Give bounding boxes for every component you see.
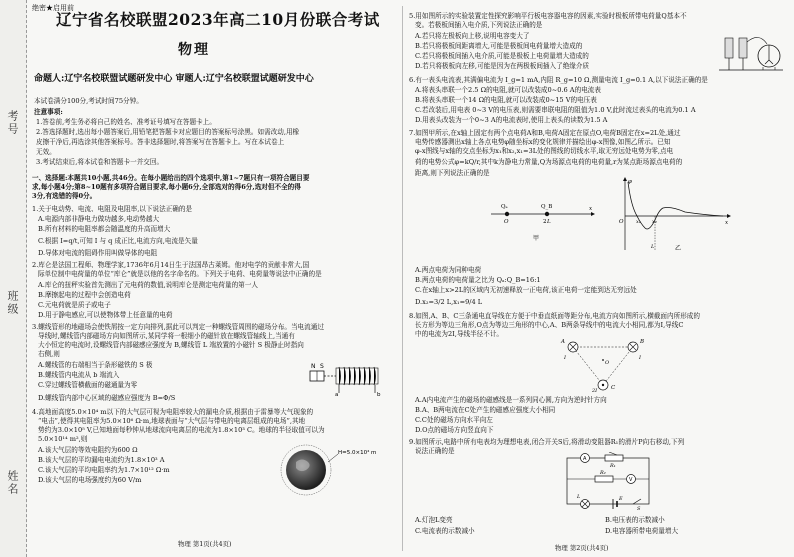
q8-label-b: B [640, 339, 645, 345]
q5-option-a: A.若只将左极板向上移,说明电容变大了 [415, 32, 530, 40]
q9-ammeter-label: A [583, 456, 587, 462]
notes-title: 注意事项: [34, 108, 63, 116]
q7-jia-o: O [504, 219, 509, 225]
q3-solenoid-figure [308, 358, 396, 398]
section-heading: 求,每小题4分;第8~10题有多项符合题目要求,每小题6分,全部选对的得6分,选对但不全的得 [32, 183, 301, 191]
q8-option-c: C.C处的磁场方向水平向左 [415, 416, 493, 424]
q8-option-d: D.O点的磁场方向竖直向下 [415, 426, 494, 434]
q3-option-b: B.螺线管内电流从 b 端流入 [38, 371, 120, 379]
q7-figure-yi [615, 176, 733, 254]
q1-option-c: C.根据 I=q/t,可知 I 与 q 成正比,电流方向,电流是矢量 [38, 237, 198, 245]
q4-stem: 4.高地面高度5.0×10⁴ m以下的大气层可视为电阻率较大的漏电介质,根据由于雷暴等大气现象的 [32, 408, 314, 416]
q7-stem-cont: 荷的电势公式φ=kQ/r,其中k为静电力常量,Q为场源点电荷的电荷量,r为某点距场源点电荷的 [415, 158, 683, 166]
q7-yi-caption: 乙 [675, 245, 682, 252]
q3-stem: 3.螺线管形的地磁场会使铁屑按一定方向排列,据此可以判定一种螺线管周围的磁场分布。当电流通过 [32, 323, 324, 331]
q8-wires-figure [555, 337, 651, 393]
q4-fig-label: H=5.0×10⁴ m [338, 450, 377, 456]
q8-label-c: C [611, 385, 616, 391]
binding-label-class: 班级 [6, 290, 19, 316]
q6-option-c: C.若改装后,用电表 0~3 V的电压表,则需要串联电阻的阻值为1.0 V,此时流过表头的电流为0.1 A [415, 106, 696, 114]
q6-option-b: B.将表头串联一个14 Ω的电阻,就可以改装成0~15 V的电压表 [415, 96, 597, 104]
q8-stem-cont: 中的电流为2I,导线半径不计。 [415, 330, 504, 338]
q8-label-a: A [561, 339, 565, 345]
q2-option-b: B.摩擦起电的过程中会创造电荷 [38, 291, 131, 299]
svg-text:2: 2 [543, 219, 547, 225]
note-line: 2.答选择题时,选出每小题答案后,用铅笔把答题卡对应题目的答案标号涂黑。如需改动,用橡 [36, 128, 300, 136]
q9-stem: 9.如图所示,电路中所有电表均为理想电表,闭合开关S后,将滑动变阻器R₁的滑片P向右移动,下列 [409, 438, 685, 446]
q7-stem-cont: 距离,则下列说法正确的是 [415, 169, 490, 177]
q5-capacitor-figure [715, 30, 787, 72]
q9-option-b: B.电压表的示数减小 [605, 516, 665, 524]
q3-fig-label-a: a [335, 392, 339, 398]
q3-stem-cont: 右侧,则 [38, 350, 60, 358]
page-footer-left: 物理 第1页(共4页) [178, 540, 232, 548]
q5-option-b: B.若只将极板间距离增大,可能是极板间电荷量增大造成的 [415, 42, 583, 50]
q5-stem: 5.用如图所示的实验装置定性探究影响平行板电容器电容的因素,实验时极板所带电荷量Q基本不 [409, 12, 687, 20]
q8-stem: 8.如图,A、B、C三条通电直导线在方便于中垂直纸面等距分布,电流方向如图所示,横截面内所形成的 [409, 312, 700, 320]
note-line: 1.答卷前,考生务必将自己的姓名、准考证号填写在答题卡上。 [36, 118, 216, 126]
q7-option-a: A.两点电荷为同种电荷 [415, 266, 482, 274]
q3-fig-label-n: N [311, 363, 316, 370]
author-line: 命题人:辽宁名校联盟试题研发中心 审题人:辽宁名校联盟试题研发中心 [34, 74, 314, 84]
q3-option-c: C.穿过螺线管横截面的磁通量为零 [38, 381, 138, 389]
q7-jia-qb: Q_B [541, 204, 553, 210]
q1-option-a: A.电源内部非静电力做功越多,电动势越大 [38, 215, 160, 223]
q8-label-i3: 2I [592, 388, 598, 393]
binding-label-name: 姓名 [6, 470, 19, 496]
q7-jia-x: x [589, 206, 593, 212]
note-line: 3.考试结束后,将本试卷和答题卡一并交回。 [36, 158, 164, 166]
q7-yi-l: L [651, 244, 655, 250]
q3-stem-cont: 导线时,螺线管内部磁场方向如图所示,某同学将一根细小的磁针放在螺线管轴线上,当通有 [38, 332, 295, 340]
q7-yi-x: x [725, 220, 729, 226]
q2-option-d: D.用于静电感应,可以使物体带上任意量的电荷 [38, 311, 173, 319]
q9-option-a: A.灯泡L变亮 [415, 516, 453, 524]
q9-emf-label: E [619, 496, 623, 502]
q7-yi-x1: x₁ [636, 219, 641, 225]
q9-circuit-figure [555, 452, 661, 510]
q7-jia-l: L [547, 219, 551, 225]
q3-option-a: A.螺线管的右端相当于条形磁铁的 S 极 [38, 361, 153, 369]
note-line: 无效。 [36, 148, 56, 156]
q4-option-d: D.该大气层的电场强度约为60 V/m [38, 476, 142, 484]
q5-option-c: C.若只将极板间插入电介质,可能是极板上电荷量增大造成的 [415, 52, 589, 60]
q4-option-a: A.该大气层的等效电阻约为600 Ω [38, 446, 138, 454]
q7-stem-cont: φ-x图线与x轴的交点坐标为x₁和x₂,x₁=3L处的图线的切线水平,取无穷远处电势为零,点电 [415, 147, 674, 155]
q9-option-d: D.电容器所带电荷量增大 [605, 527, 679, 535]
q8-stem-cont: 长方形为等边三角形,O点为等边三角形的中心,A、B两条导线中的电流大小相同,都为I,导线C [415, 321, 684, 329]
q9-stem-cont: 说法正确的是 [415, 447, 455, 455]
q1-stem: 1.关于电动势、电流、电阻及电阻率,以下说法正确的是 [32, 205, 193, 213]
q9-option-c: C.电流表的示数减小 [415, 527, 475, 535]
q8-option-b: B.A、B两电流在C处产生的磁感应强度大小相同 [415, 406, 556, 414]
exam-title: 辽宁省名校联盟2023年高二10月份联合考试 [56, 10, 380, 29]
q7-figure-jia [485, 186, 597, 244]
section-heading: 3分,有选错的得0分。 [32, 192, 97, 200]
score-line: 本试卷满分100分,考试时间75分钟。 [34, 97, 143, 105]
q8-label-o: O [605, 360, 610, 366]
q7-stem-cont: 电势传感器测出x轴上各点电势φ随坐标x的变化规律并描绘出φ-x图像,如图乙所示。已知 [415, 138, 671, 146]
q3-fig-label-s: S [320, 363, 324, 370]
q7-yi-x2: x₂ [652, 219, 657, 225]
q4-option-c: C.该大气层的平均电阻率约为1.7×10¹² Ω·m [38, 466, 170, 474]
q1-option-d: D.导体对电流的阻碍作用叫做导体的电阻 [38, 249, 158, 257]
q7-yi-phi: φ [628, 179, 632, 185]
q6-stem: 6.有一表头电流表,其满偏电流为 I_g=1 mA,内阻 R_g=10 Ω,测量电流 I_g=0.1 A,以下说法正确的是 [409, 76, 708, 84]
q6-option-a: A.将表头串联一个2.5 Ω的电阻,就可以改装成0~0.6 A的电流表 [415, 86, 601, 94]
section-heading: 一、选择题:本题共10小题,共46分。在每小题给出的四个选项中,第1~7题只有一项符合题目要 [32, 174, 310, 182]
q6-option-d: D.用表头改装为一个0~3 A的电流表时,使用上表头的读数为1.5 A [415, 116, 608, 124]
q9-voltmeter-label: V [629, 477, 633, 483]
page-left [28, 0, 399, 557]
q2-stem: 2.库仑是法国工程师、物理学家,1736年6月14日生于法国昂古莱姆。他对电学的贡献非常大,国 [32, 261, 310, 269]
q4-stem-cont: 5.0×10¹⁴ m²,则 [38, 435, 88, 443]
q4-stem-cont: 势约为3.0×10⁵ V,已知地面每秒钟从地球流向电离层的电流为1.8×10³ C。地球的半径取值可以为 [38, 426, 325, 434]
q8-label-i2: I [639, 355, 641, 361]
page-right [405, 0, 790, 557]
q2-stem-cont: 际单位制中电荷量的单位“库仑”就是以他的名字命名的。下列关于电荷、电荷量等说法中正确的是 [38, 270, 322, 278]
q1-option-b: B.所有材料的电阻率都会随温度的升高而增大 [38, 225, 171, 233]
q9-switch-label: S [637, 506, 641, 510]
q5-stem-cont: 变。若极板间插入电介质,下列说法正确的是 [415, 21, 543, 29]
binding-margin [0, 0, 27, 557]
q4-option-b: B.该大气层的平均漏电电流约为1.8×10³ A [38, 456, 165, 464]
q9-lamp-label: L [577, 494, 581, 500]
q9-r2-label: R₂ [600, 470, 606, 476]
q8-label-i1: I [564, 355, 566, 361]
q7-jia-qa: Qₐ [501, 204, 508, 210]
q7-option-b: B.两点电荷的电荷量之比为 Qₐ:Q_B=16:1 [415, 276, 541, 284]
q3-stem-cont: 大小恒定的电流时,设螺线管内部磁感应强度为 B,螺线管 L 端放置的小磁针 S 极静止时指向 [38, 341, 304, 349]
subject-title: 物理 [178, 42, 210, 58]
q3-option-d: D.螺线管内部中心区域的磁感应强度为 B=Φ/S [38, 394, 176, 402]
q5-option-d: D.若只将极板向左移,可能是因为在两极板间插入了绝缘介质 [415, 62, 590, 70]
q9-r1-label: R₁ [610, 463, 616, 469]
q3-fig-label-b: b [377, 392, 381, 398]
q2-option-c: C.元电荷就是质子或电子 [38, 301, 111, 309]
q2-option-a: A.库仑的扭秤实验首先测出了元电荷的数值,说明库仑是测定电荷量的第一人 [38, 281, 258, 289]
secret-label: 绝密★启用前 [32, 4, 74, 12]
q7-yi-o: O [619, 219, 624, 225]
q7-option-d: D.x₂=3/2 L,x₁=9/4 L [415, 298, 483, 306]
q7-jia-caption: 甲 [533, 235, 540, 242]
q7-stem: 7.如图甲所示,在x轴上固定有两个点电荷A和B,电荷A固定在原点O,电荷B固定在x=2L处,通过 [409, 129, 681, 137]
note-line: 皮擦干净后,再选涂其他答案标号。答非选择题时,将答案写在答题卡上。写在本试卷上 [36, 138, 285, 146]
page-footer-right: 物理 第2页(共4页) [555, 544, 609, 552]
q7-option-c: C.在x轴上x>2L的区域内无初速释放一正电荷,该正电荷一定能到达无穷远处 [415, 286, 637, 294]
q8-option-a: A.A内电流产生的磁场的磁感线是一系列同心圆,方向为逆时针方向 [415, 396, 607, 404]
page-divider [402, 6, 403, 551]
binding-label-exam-no: 考号 [6, 110, 19, 136]
q4-earth-figure [280, 440, 392, 498]
q4-stem-cont: “电击”,使得其电阻率为5.0×10⁶ Ω·m,地球表面与“大气层与带电的电离层组成的电场”,其地 [38, 417, 306, 425]
